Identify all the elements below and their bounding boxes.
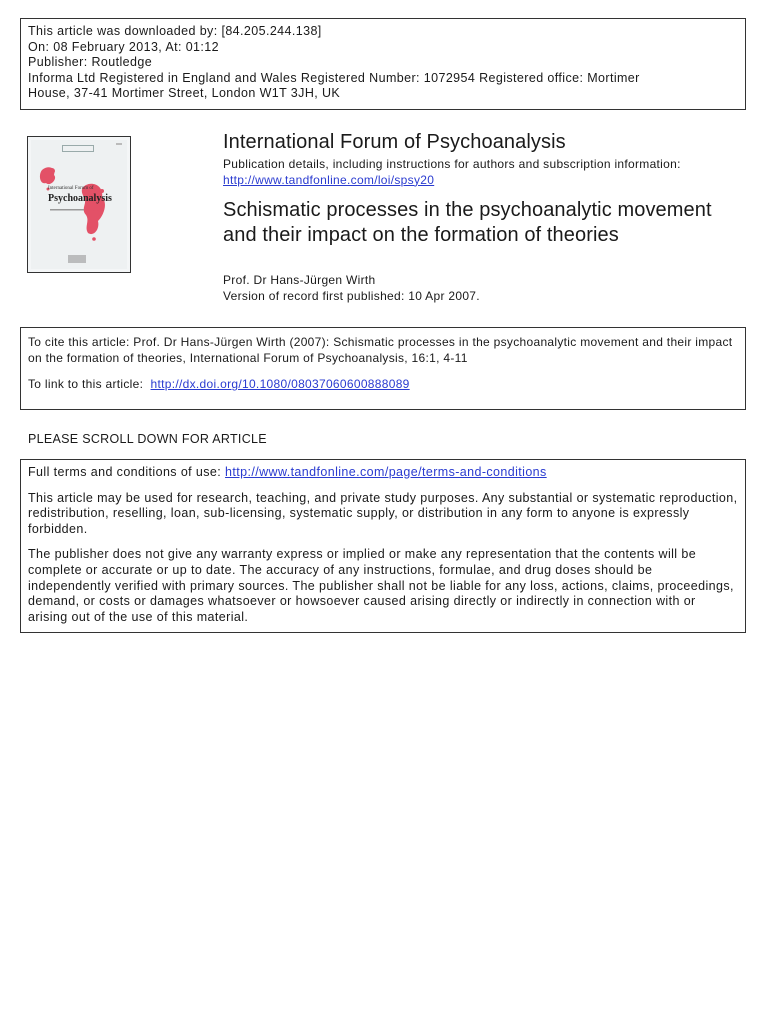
scroll-notice: PLEASE SCROLL DOWN FOR ARTICLE <box>28 432 267 446</box>
journal-link[interactable]: http://www.tandfonline.com/loi/spsy20 <box>223 172 435 187</box>
author-name: Prof. Dr Hans-Jürgen Wirth <box>223 273 376 287</box>
journal-cover-image <box>27 136 131 273</box>
download-line-address: House, 37-41 Mortimer Street, London W1T 3JH, UK <box>28 86 341 101</box>
download-line-registration: Informa Ltd Registered in England and Wales Registered Number: 1072954 Registered office: Mortimer <box>28 70 640 85</box>
cover-title-large: Psychoanalysis <box>48 193 112 204</box>
terms-label: Full terms and conditions of use: <box>28 465 222 479</box>
cover-red-splash <box>40 167 105 241</box>
terms-box <box>20 459 746 633</box>
article-link-row <box>28 377 738 393</box>
terms-paragraph-usage: This article may be used for research, teaching, and private study purposes. Any substantial or systematic reproduction, redistribution, reselling, loan, sub-licensing, systematic supply, or distribution in any form to anyone is expressly forbidden. <box>28 490 738 536</box>
publication-details-text: Publication details, including instructions for authors and subscription information: <box>223 157 681 171</box>
download-info-box <box>20 18 746 110</box>
publication-details <box>223 157 681 188</box>
article-doi-link[interactable]: http://dx.doi.org/10.1080/08037060600888089 <box>150 377 410 392</box>
author-block <box>223 273 480 304</box>
citation-box <box>20 327 746 410</box>
terms-paragraph-warranty: The publisher does not give any warranty express or implied or make any representation that the contents will be complete or accurate or up to date. The accuracy of any instructions, formulae, and drug doses should be independently verified with primary sources. The publisher shall not be liable for any loss, actions, claims, proceedings, demand, or costs or damages whatsoever or howsoever caused arising directly or indirectly in connection with or arising out of the use of this material. <box>28 547 734 624</box>
journal-title: International Forum of Psychoanalysis <box>223 131 566 153</box>
terms-link[interactable]: http://www.tandfonline.com/page/terms-and-conditions <box>225 465 547 479</box>
citation-text: To cite this article: Prof. Dr Hans-Jürgen Wirth (2007): Schismatic processes in the psychoanalytic movement and their impact on the formation of theories, International Forum of Psychoanalysis, 16:1, 4-11 <box>28 335 733 365</box>
download-line-date: On: 08 February 2013, At: 01:12 <box>28 39 219 54</box>
cover-art-svg <box>28 137 131 273</box>
cover-publisher-logo <box>68 255 86 263</box>
article-title: Schismatic processes in the psychoanalytic movement and their impact on the formation of theories <box>223 199 712 246</box>
download-line-publisher: Publisher: Routledge <box>28 55 153 70</box>
download-line-ip: This article was downloaded by: [84.205.244.138] <box>28 24 322 38</box>
terms-link-row <box>28 465 738 481</box>
cover-subline <box>50 209 84 211</box>
version-of-record: Version of record first published: 10 Apr 2007. <box>223 288 480 303</box>
cover-title-small: International Forum of <box>48 186 94 191</box>
article-link-label: To link to this article: <box>28 377 144 392</box>
